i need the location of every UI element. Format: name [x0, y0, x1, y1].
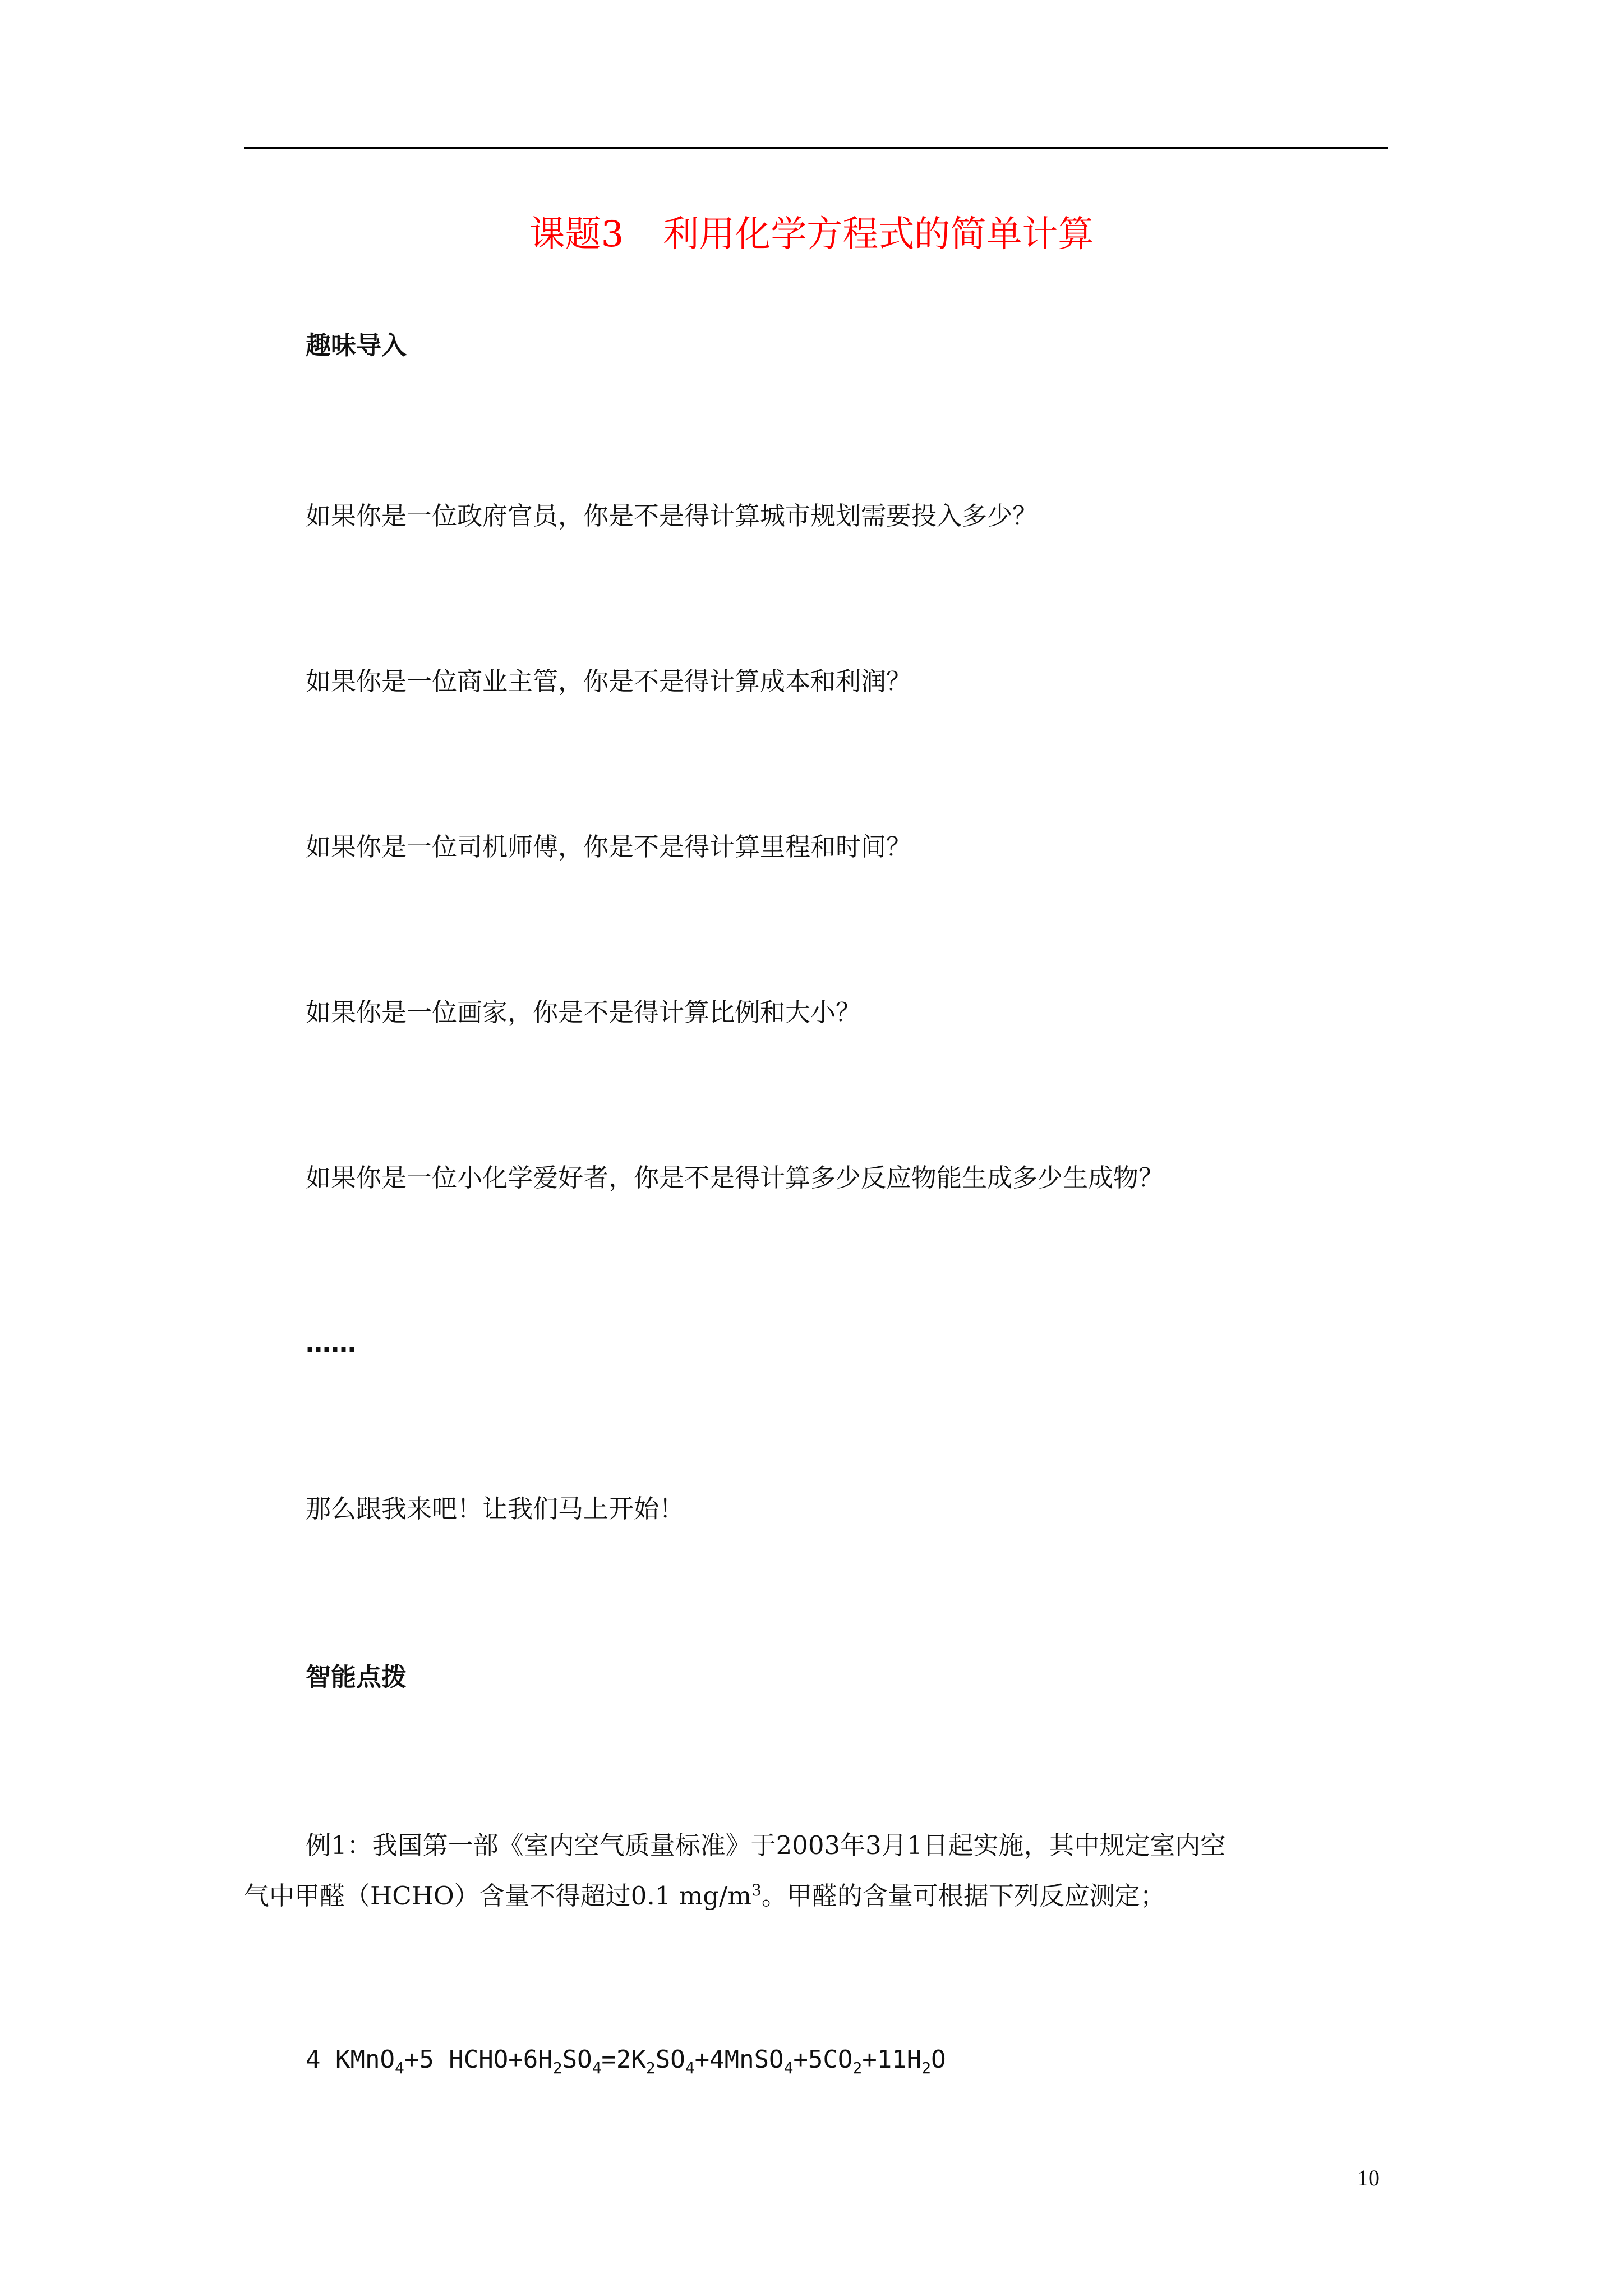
- eq-part: O: [931, 2045, 946, 2074]
- intro-line-4: 如果你是一位画家，你是不是得计算比例和大小？: [306, 997, 861, 1027]
- intro-line-2: 如果你是一位商业主管，你是不是得计算成本和利润？: [306, 666, 912, 696]
- eq-part: =2K: [601, 2045, 646, 2074]
- intro-ellipsis: ……: [306, 1328, 356, 1358]
- example-line-2: [244, 1875, 1165, 1912]
- section-heading-tips: 智能点拨: [306, 1662, 407, 1692]
- page-number: 10: [1357, 2165, 1380, 2191]
- intro-line-5: 如果你是一位小化学爱好者，你是不是得计算多少反应物能生成多少生成物？: [306, 1163, 1164, 1193]
- eq-part: +5CO: [793, 2045, 853, 2074]
- intro-line-1: 如果你是一位政府官员，你是不是得计算城市规划需要投入多少？: [306, 501, 1038, 531]
- eq-subscript: 2: [921, 2058, 932, 2077]
- example-line-2-start: 气中甲醛（HCHO）含量不得超过0.1 mg/m: [244, 1881, 751, 1911]
- eq-subscript: 4: [685, 2058, 695, 2077]
- eq-subscript: 2: [552, 2058, 562, 2077]
- eq-subscript: 4: [592, 2058, 602, 2077]
- eq-subscript: 4: [783, 2058, 794, 2077]
- unit-superscript: 3: [751, 1881, 762, 1899]
- example-line-2-end: 。甲醛的含量可根据下列反应测定；: [761, 1881, 1165, 1911]
- chemical-equation: [306, 2043, 946, 2077]
- page-title: [0, 212, 1623, 257]
- title-topic: 利用化学方程式的简单计算: [663, 214, 1094, 255]
- header-rule: [244, 147, 1388, 149]
- intro-line-3: 如果你是一位司机师傅，你是不是得计算里程和时间？: [306, 832, 912, 862]
- eq-part: +11H: [862, 2045, 922, 2074]
- eq-subscript: 2: [852, 2058, 863, 2077]
- eq-part: +4MnSO: [694, 2045, 784, 2074]
- eq-part: 4 KMnO: [306, 2045, 395, 2074]
- title-lesson-number: 课题3: [529, 214, 624, 255]
- example-line-1: 例1：我国第一部《室内空气质量标准》于2003年3月1日起实施，其中规定室内空: [306, 1830, 1226, 1860]
- intro-line-7: 那么跟我来吧！让我们马上开始！: [306, 1494, 685, 1524]
- eq-part: +5 HCHO+6H: [404, 2045, 553, 2074]
- eq-subscript: 4: [394, 2058, 404, 2077]
- section-heading-intro: 趣味导入: [306, 330, 407, 360]
- eq-subscript: 2: [645, 2058, 656, 2077]
- eq-part: SO: [655, 2045, 685, 2074]
- eq-part: SO: [562, 2045, 592, 2074]
